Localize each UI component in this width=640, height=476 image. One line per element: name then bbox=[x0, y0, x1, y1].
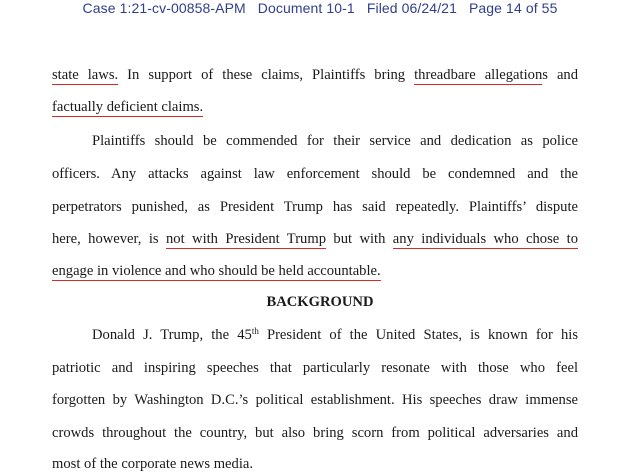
highlighted-phrase: factually deficient claims. bbox=[52, 99, 204, 115]
paragraph-2-line-5 bbox=[52, 262, 578, 280]
highlighted-phrase: not with President Trump bbox=[165, 231, 327, 247]
paragraph-1-line-1: state laws. In support of these claims, Plaintiffs bring threadbare allegations and bbox=[52, 67, 579, 83]
paragraph-2-line-3: perpetrators punished, as President Trump has said repeatedly. Plaintiffs’ dispute bbox=[52, 199, 578, 215]
paragraph-3-line-3: forgotten by Washington D.C.’s political establishment. His speeches draw immense bbox=[52, 392, 578, 408]
case-header bbox=[0, 0, 640, 16]
paragraph-3-line-1: Donald J. Trump, the 45th President of the United States, is known for his bbox=[92, 326, 578, 343]
highlighted-phrase: threadbare allegation bbox=[414, 67, 543, 83]
paragraph-3-line-2: patriotic and inspiring speeches that particularly resonate with those who feel bbox=[52, 360, 578, 376]
highlighted-phrase: engage in violence and who should be held accountable. bbox=[52, 263, 381, 279]
paragraph-2-line-2: officers. Any attacks against law enforcement should be condemned and the bbox=[52, 166, 578, 182]
paragraph-3-line-4: crowds throughout the country, but also bring scorn from political adversaries and bbox=[52, 425, 578, 441]
highlighted-phrase: state laws. bbox=[52, 67, 119, 83]
paragraph-2-line-1: Plaintiffs should be commended for their service and dedication as police bbox=[92, 133, 578, 149]
section-heading: BACKGROUND bbox=[266, 294, 374, 310]
highlighted-phrase: any individuals who chose to bbox=[392, 231, 579, 247]
paragraph-1-line-2 bbox=[52, 98, 578, 116]
paragraph-2-line-4: here, however, is not with President Trump but with any individuals who chose to bbox=[52, 231, 579, 247]
page-number: Page 14 of 55 bbox=[468, 0, 558, 16]
document-number: Document 10-1 bbox=[257, 0, 355, 16]
paragraph-3-line-5: most of the corporate news media. bbox=[52, 456, 254, 472]
filed-date: Filed 06/24/21 bbox=[366, 0, 457, 16]
case-number: Case 1:21-cv-00858-APM bbox=[82, 0, 246, 16]
